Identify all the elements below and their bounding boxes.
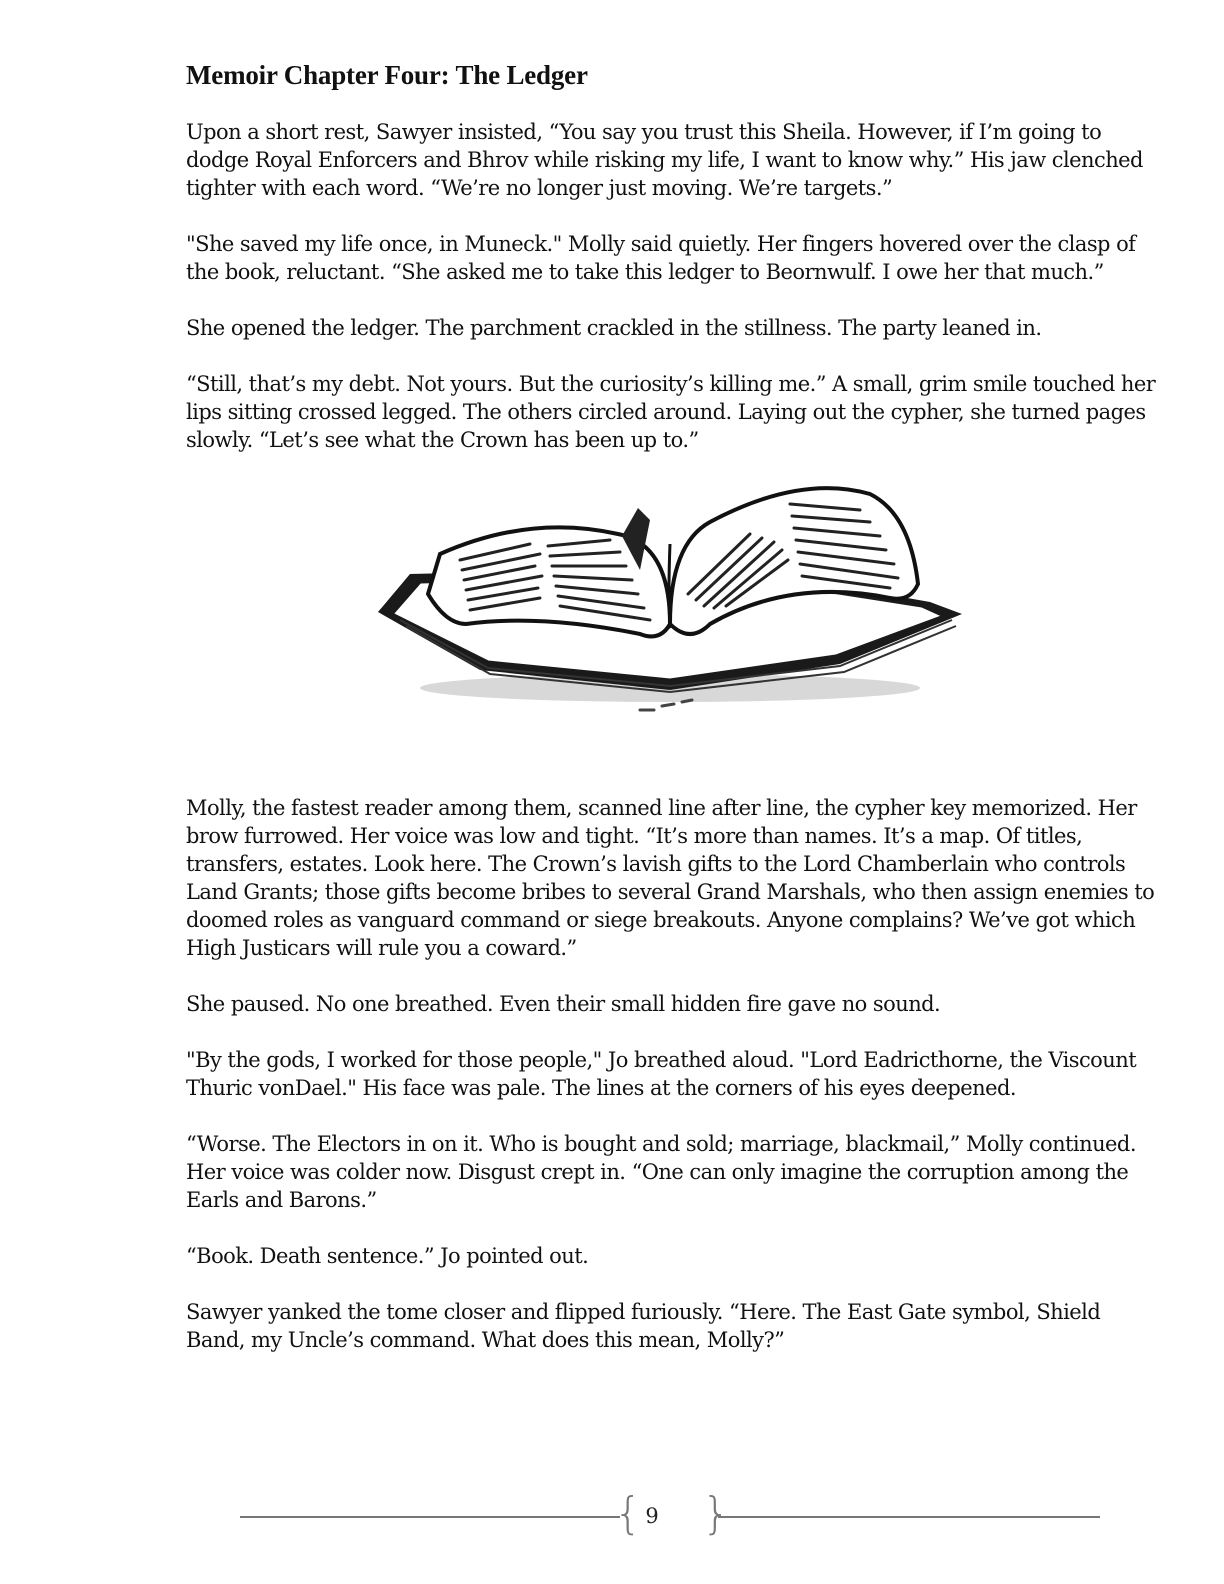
page-number: 9 (645, 1504, 659, 1528)
paragraph-7: "By the gods, I worked for those people," Jo breathed aloud. "Lord Eadricthorne, the Viscount Thuric vonDael." His face was pale. The lines at the corners of his eyes deepened. (186, 1048, 1137, 1100)
paragraph-6: She paused. No one breathed. Even their small hidden fire gave no sound. (186, 992, 941, 1016)
paragraph-5: Molly, the fastest reader among them, scanned line after line, the cypher key memorized. Her brow furrowed. Her voice was low and tight. “It’s more than names. It’s a map. Of titles, transfers, estates. Look here. The Crown’s lavish gifts to the Lord Chamberlain who controls Land Grants; those gifts become bribes to several Grand Marshals, who then assign enemies to doomed roles as vanguard command or siege breakouts. Anyone complains? We’ve got which High Justicars will rule you a coward.” (186, 796, 1155, 960)
paragraph-1: Upon a short rest, Sawyer insisted, “You say you trust this Sheila. However, if I’m going to dodge Royal Enforcers and Bhrov while risking my life, I want to know why.” His jaw clenched tighter with each word. “We’re no longer just moving. We’re targets.” (186, 120, 1143, 200)
open-book-icon (370, 474, 970, 734)
paragraph-2: "She saved my life once, in Muneck." Molly said quietly. Her fingers hovered over the clasp of the book, reluctant. “She asked me to take this ledger to Beornwulf. I owe her that much.” (186, 232, 1136, 284)
paragraph-3: She opened the ledger. The parchment crackled in the stillness. The party leaned in. (186, 316, 1042, 340)
chapter-title: Memoir Chapter Four: The Ledger (186, 60, 588, 90)
footer-rule-right (718, 1516, 1100, 1518)
page-footer (0, 1488, 1224, 1542)
footer-rule-left (240, 1516, 620, 1518)
paragraph-4: “Still, that’s my debt. Not yours. But the curiosity’s killing me.” A small, grim smile touched her lips sitting crossed legged. The others circled around. Laying out the cypher, she turned pages slowly. “Let’s see what the Crown has been up to.” (186, 372, 1156, 452)
paragraph-9: “Book. Death sentence.” Jo pointed out. (186, 1244, 589, 1268)
left-brace-icon: { (614, 1488, 642, 1539)
paragraph-10: Sawyer yanked the tome closer and flipped furiously. “Here. The East Gate symbol, Shield Band, my Uncle’s command. What does this mean, Molly?” (186, 1300, 1101, 1352)
right-brace-icon: } (702, 1488, 730, 1539)
book-illustration (186, 474, 1161, 760)
paragraph-8: “Worse. The Electors in on it. Who is bought and sold; marriage, blackmail,” Molly continued. Her voice was colder now. Disgust crept in. “One can only imagine the corruption among the Earls and Barons.” (186, 1132, 1136, 1212)
page-content (186, 58, 1161, 1382)
